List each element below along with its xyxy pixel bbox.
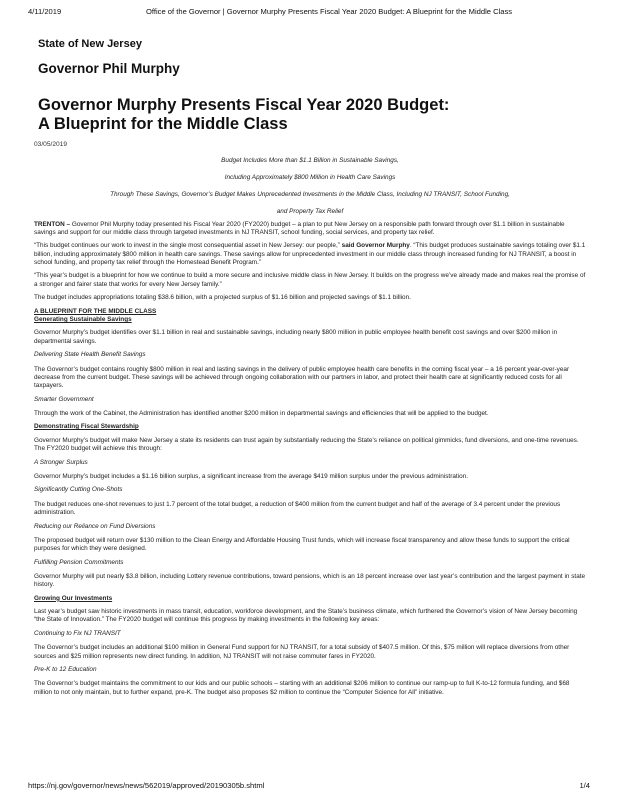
paragraph-transit: The Governor’s budget includes an additional $100 million in General Fund support for NJ TRANSIT, for a total subsidy of $407.5 million. Of this, $75 million will replace diversions from other sources and $25 million represents new direct funding. In addition, NJ TRANSIT will not raise commuter fares in FY2020. xyxy=(34,644,570,660)
quote-attribution: said Governor Murphy xyxy=(339,242,410,250)
section-fiscal-heading: Demonstrating Fiscal Stewardship xyxy=(34,423,139,431)
paragraph-savings: Governor Murphy’s budget identifies over $1.1 billion in real and sustainable savings, including nearly $800 million in public employee health benefit cost savings and over $200 million in departmental savings. xyxy=(34,329,558,345)
paragraph-fiscal: Governor Murphy’s budget will make New Jersey a state its residents can trust again by substantially reducing the State’s reliance on political gimmicks, fund diversions, and one-time revenues. The FY2020 budget will achieve this through: xyxy=(34,436,579,453)
subheading-oneshots: Significantly Cutting One-Shots xyxy=(34,486,123,494)
paragraph-quote-1: “This budget continues our work to invest in the single most consequential asset in New Jersey: our people,” said Governor Murphy. “This budget produces sustainable savings totaling over $1.1 billion, including approximately $800 million in health care savings. These savings allow for unprecedented investment in our middle class through increased funding for NJ TRANSIT, a boost in school funding, and property tax relief through the Homestead Benefit Program.” xyxy=(34,242,586,266)
subheading-diversions: Reducing our Reliance on Fund Diversions xyxy=(34,522,156,530)
article-body xyxy=(34,157,586,702)
article-headline xyxy=(38,96,598,134)
paragraph-smarter: Through the work of the Cabinet, the Administration has identified another $200 million in departmental savings and efficiencies that will be applied to the budget. xyxy=(34,409,489,417)
subheading-smarter: Smarter Government xyxy=(34,395,94,403)
site-governor-name[interactable]: Governor Phil Murphy xyxy=(38,61,180,76)
subheading-transit: Continuing to Fix NJ TRANSIT xyxy=(34,629,121,637)
paragraph-investments: Last year’s budget saw historic investments in mass transit, education, workforce development, and the State’s business climate, which furthered the Governor’s vision of New Jersey becoming “the State of Innovation.” The FY2020 budget will continue this progress by making investments in the following key areas: xyxy=(34,608,578,624)
section-heading-group xyxy=(34,308,586,325)
print-footer xyxy=(28,781,590,791)
subhead-2: Including Approximately $800 Million in Health Care Savings xyxy=(224,174,396,182)
paragraph-pension: Governor Murphy will put nearly $3.8 billion, including Lottery revenue contributions, toward pensions, which is an 18 percent increase over last year’s contribution and the largest payment in state history. xyxy=(34,572,586,589)
paragraph-quote-2: “This year’s budget is a blueprint for how we continue to build a more secure and inclusive middle class in New Jersey. It builds on the progress we’ve already made and makes real the promise of a stronger and fairer state that works for every New Jersey family.” xyxy=(34,272,586,288)
page-number: 1/4 xyxy=(579,781,590,790)
dateline: TRENTON – xyxy=(34,220,71,228)
paragraph-oneshots: The budget reduces one-shot revenues to just 1.7 percent of the total budget, a reduction of $400 million from the current budget and half of the average of 3.4 percent under the previous administration. xyxy=(34,500,561,517)
print-header xyxy=(28,7,590,17)
article-date: 03/05/2019 xyxy=(34,141,68,148)
subhead-1: Budget Includes More than $1.1 Billion in Sustainable Savings, xyxy=(221,157,399,164)
section-investments-heading: Growing Our Investments xyxy=(34,594,113,602)
print-page-title: Office of the Governor | Governor Murphy Presents Fiscal Year 2020 Budget: A Blueprint for the Middle Class xyxy=(146,7,513,16)
headline-line-1: Governor Murphy Presents Fiscal Year 2020 Budget: xyxy=(38,96,450,114)
paragraph-health: The Governor’s budget contains roughly $800 million in real and lasting savings in the delivery of public employee health care benefits in the coming fiscal year – a 16 percent year-over-year decrease from the current budget. These savings will be achieved through ongoing collaboration with our partners in labor, and protect their health care at significantly reduced costs for all taxpayers. xyxy=(34,365,570,390)
subhead-4: and Property Tax Relief xyxy=(276,208,344,216)
subheading-surplus: A Stronger Surplus xyxy=(34,458,88,466)
headline-line-2: A Blueprint for the Middle Class xyxy=(38,115,288,133)
print-date: 4/11/2019 xyxy=(28,7,62,16)
paragraph-appropriations: The budget includes appropriations totaling $38.6 billion, with a projected surplus of $1.16 billion and projected savings of $1.1 billion. xyxy=(34,294,411,302)
section-savings-heading: Generating Sustainable Savings xyxy=(34,316,132,323)
paragraph-surplus: Governor Murphy’s budget includes a $1.16 billion surplus, a significant increase from the average $419 million surplus under the previous administration. xyxy=(34,472,468,480)
subhead-3: Through These Savings, Governor’s Budget Makes Unprecedented Investments in the Middle Class, Including NJ TRANSIT, School Funding, xyxy=(110,191,510,199)
subheading-prek: Pre-K to 12 Education xyxy=(34,666,97,674)
paragraph-diversions: The proposed budget will return over $130 million to the Clean Energy and Affordable Housing Trust funds, which will increase fiscal transparency and allow these funds to support the critical purposes for which they were designed. xyxy=(34,536,570,553)
section-main-heading: A BLUEPRINT FOR THE MIDDLE CLASS xyxy=(34,307,157,315)
page-url[interactable]: https://nj.gov/governor/news/news/562019/approved/20190305b.shtml xyxy=(28,781,265,790)
paragraph-intro: TRENTON – Governor Phil Murphy today presented his Fiscal Year 2020 (FY2020) budget – a plan to put New Jersey on a responsible path forward through over $1.1 billion in sustainable savings and support for our middle class through targeted investments in NJ TRANSIT, school funding, social services, and property tax relief. xyxy=(34,220,565,236)
site-state-name[interactable]: State of New Jersey xyxy=(38,38,142,50)
subheading-health: Delivering State Health Benefit Savings xyxy=(34,351,146,359)
paragraph-prek: The Governor’s budget maintains the commitment to our kids and our public schools – starting with an additional $206 million to continue our ramp-up to full K-to-12 formula funding, and $68 million to not only maintain, but to further expand, pre-K. The budget also proposes $2 million to continue the “Computer Science for All” initiative. xyxy=(34,680,570,696)
subheading-pension: Fulfilling Pension Commitments xyxy=(34,558,124,566)
